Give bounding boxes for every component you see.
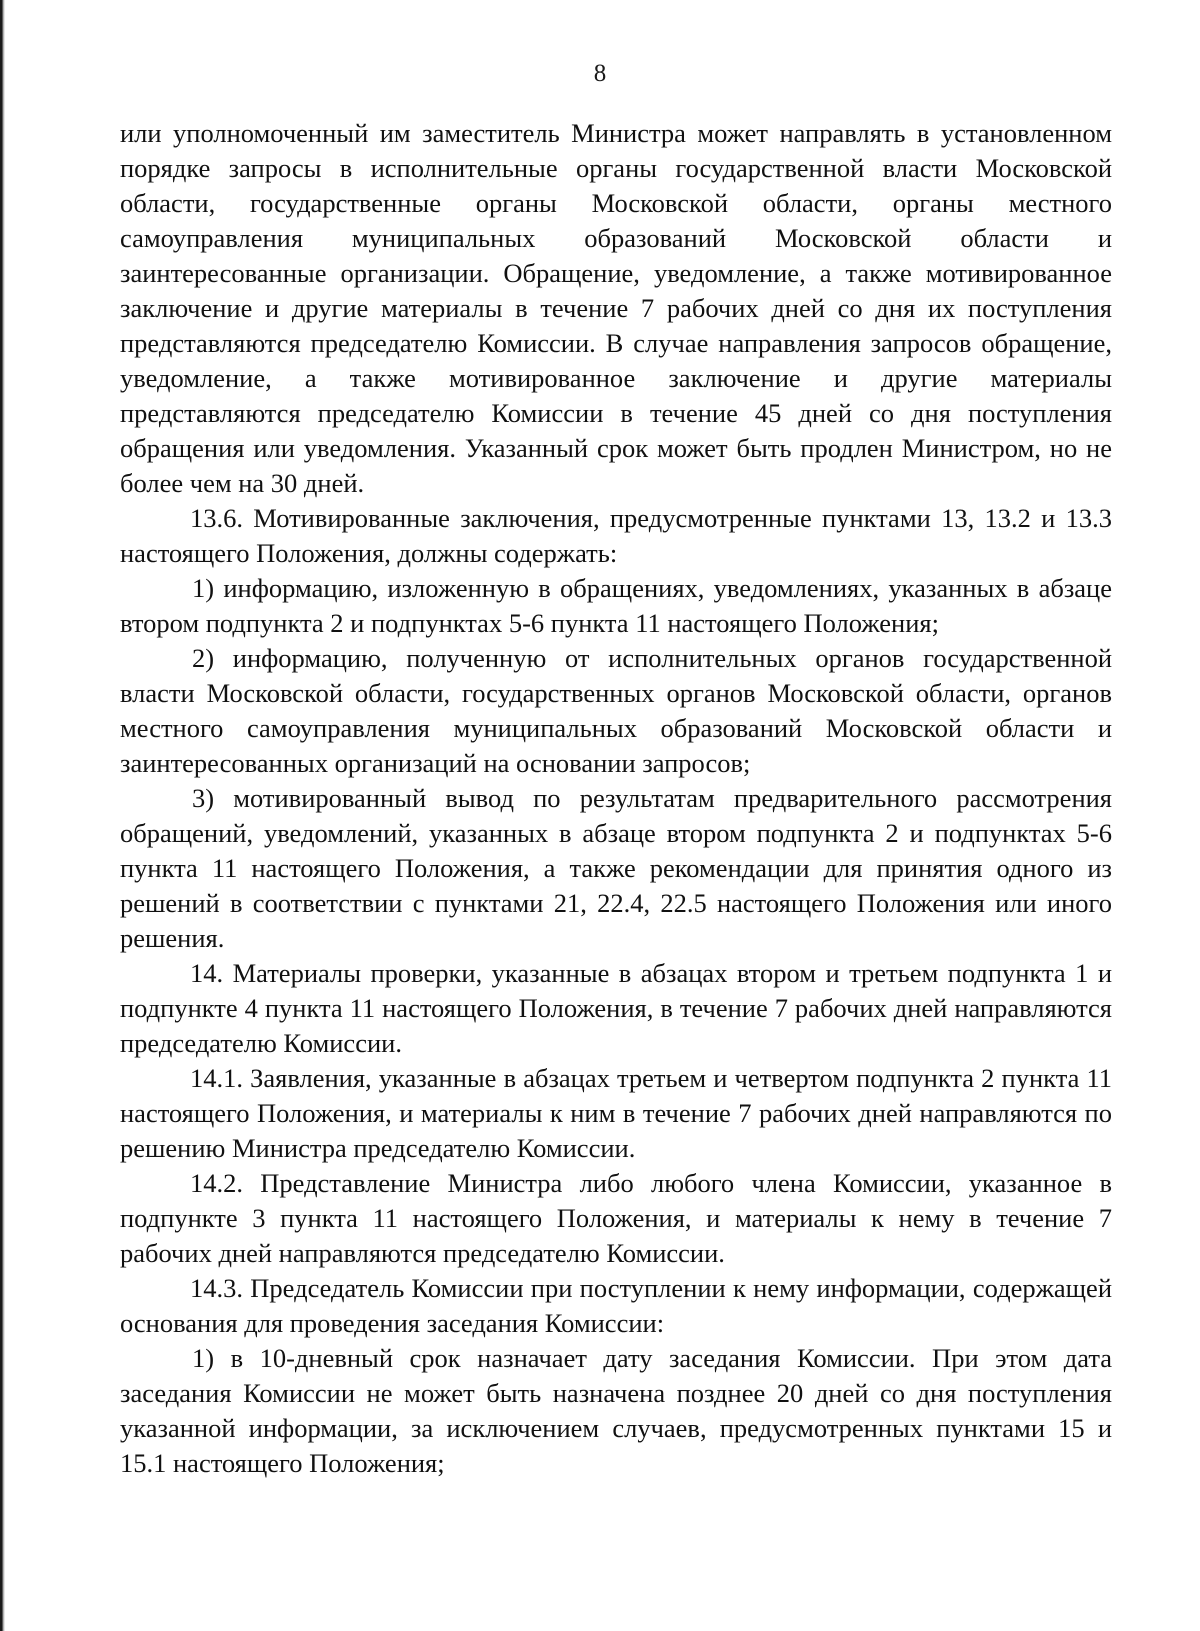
paragraph-14-2: 14.2. Представление Министра либо любого члена Комиссии, указанное в подпункте 3 пункта 11 настоящего Положения, и материалы к нему в течение 7 рабочих дней направляются председателю Комиссии. (120, 1168, 1112, 1268)
paragraph-13-6: 13.6. Мотивированные заключения, предусмотренные пунктами 13, 13.2 и 13.3 настоящего Положения, должны содержать: (120, 503, 1112, 568)
paragraph-continuation: или уполномоченный им заместитель Министра может направлять в установленном порядке запросы в исполнительные органы государственной власти Московской области, государственные органы Московской области, органы местного самоуправления муниципальных образований Московской области и заинтересованные организации. Обращение, уведомление, а также мотивированное заключение и другие материалы в течение 7 рабочих дней со дня их поступления представляются председателю Комиссии. В случае направления запросов обращение, уведомление, а также мотивированное заключение и другие материалы представляются председателю Комиссии в течение 45 дней со дня поступления обращения или уведомления. Указанный срок может быть продлен Министром, но не более чем на 30 дней. (120, 118, 1112, 498)
paragraph-13-6-item-1: 1) информацию, изложенную в обращениях, уведомлениях, указанных в абзаце втором подпункта 2 и подпунктах 5-6 пункта 11 настоящего Положения; (120, 573, 1112, 638)
paragraph-13-6-item-2: 2) информацию, полученную от исполнительных органов государственной власти Московской области, государственных органов Московской области, органов местного самоуправления муниципальных образований Московской области и заинтересованных организаций на основании запросов; (120, 643, 1112, 778)
paragraph-13-6-item-3: 3) мотивированный вывод по результатам предварительного рассмотрения обращений, уведомлений, указанных в абзаце втором подпункта 2 и подпунктах 5-6 пункта 11 настоящего Положения, а также рекомендации для принятия одного из решений в соответствии с пунктами 21, 22.4, 22.5 настоящего Положения или иного решения. (120, 783, 1112, 953)
paragraph-14-1: 14.1. Заявления, указанные в абзацах третьем и четвертом подпункта 2 пункта 11 настоящего Положения, и материалы к ним в течение 7 рабочих дней направляются по решению Министра председателю Комиссии. (120, 1063, 1112, 1163)
scan-edge (0, 0, 5, 1631)
page-number: 8 (593, 60, 607, 87)
document-body (120, 116, 1112, 1481)
paragraph-14-3: 14.3. Председатель Комиссии при поступлении к нему информации, содержащей основания для проведения заседания Комиссии: (120, 1273, 1112, 1338)
paragraph-14: 14. Материалы проверки, указанные в абзацах втором и третьем подпункта 1 и подпункте 4 пункта 11 настоящего Положения, в течение 7 рабочих дней направляются председателю Комиссии. (120, 958, 1112, 1058)
paragraph-14-3-item-1: 1) в 10-дневный срок назначает дату заседания Комиссии. При этом дата заседания Комиссии не может быть назначена позднее 20 дней со дня поступления указанной информации, за исключением случаев, предусмотренных пунктами 15 и 15.1 настоящего Положения; (120, 1343, 1112, 1478)
